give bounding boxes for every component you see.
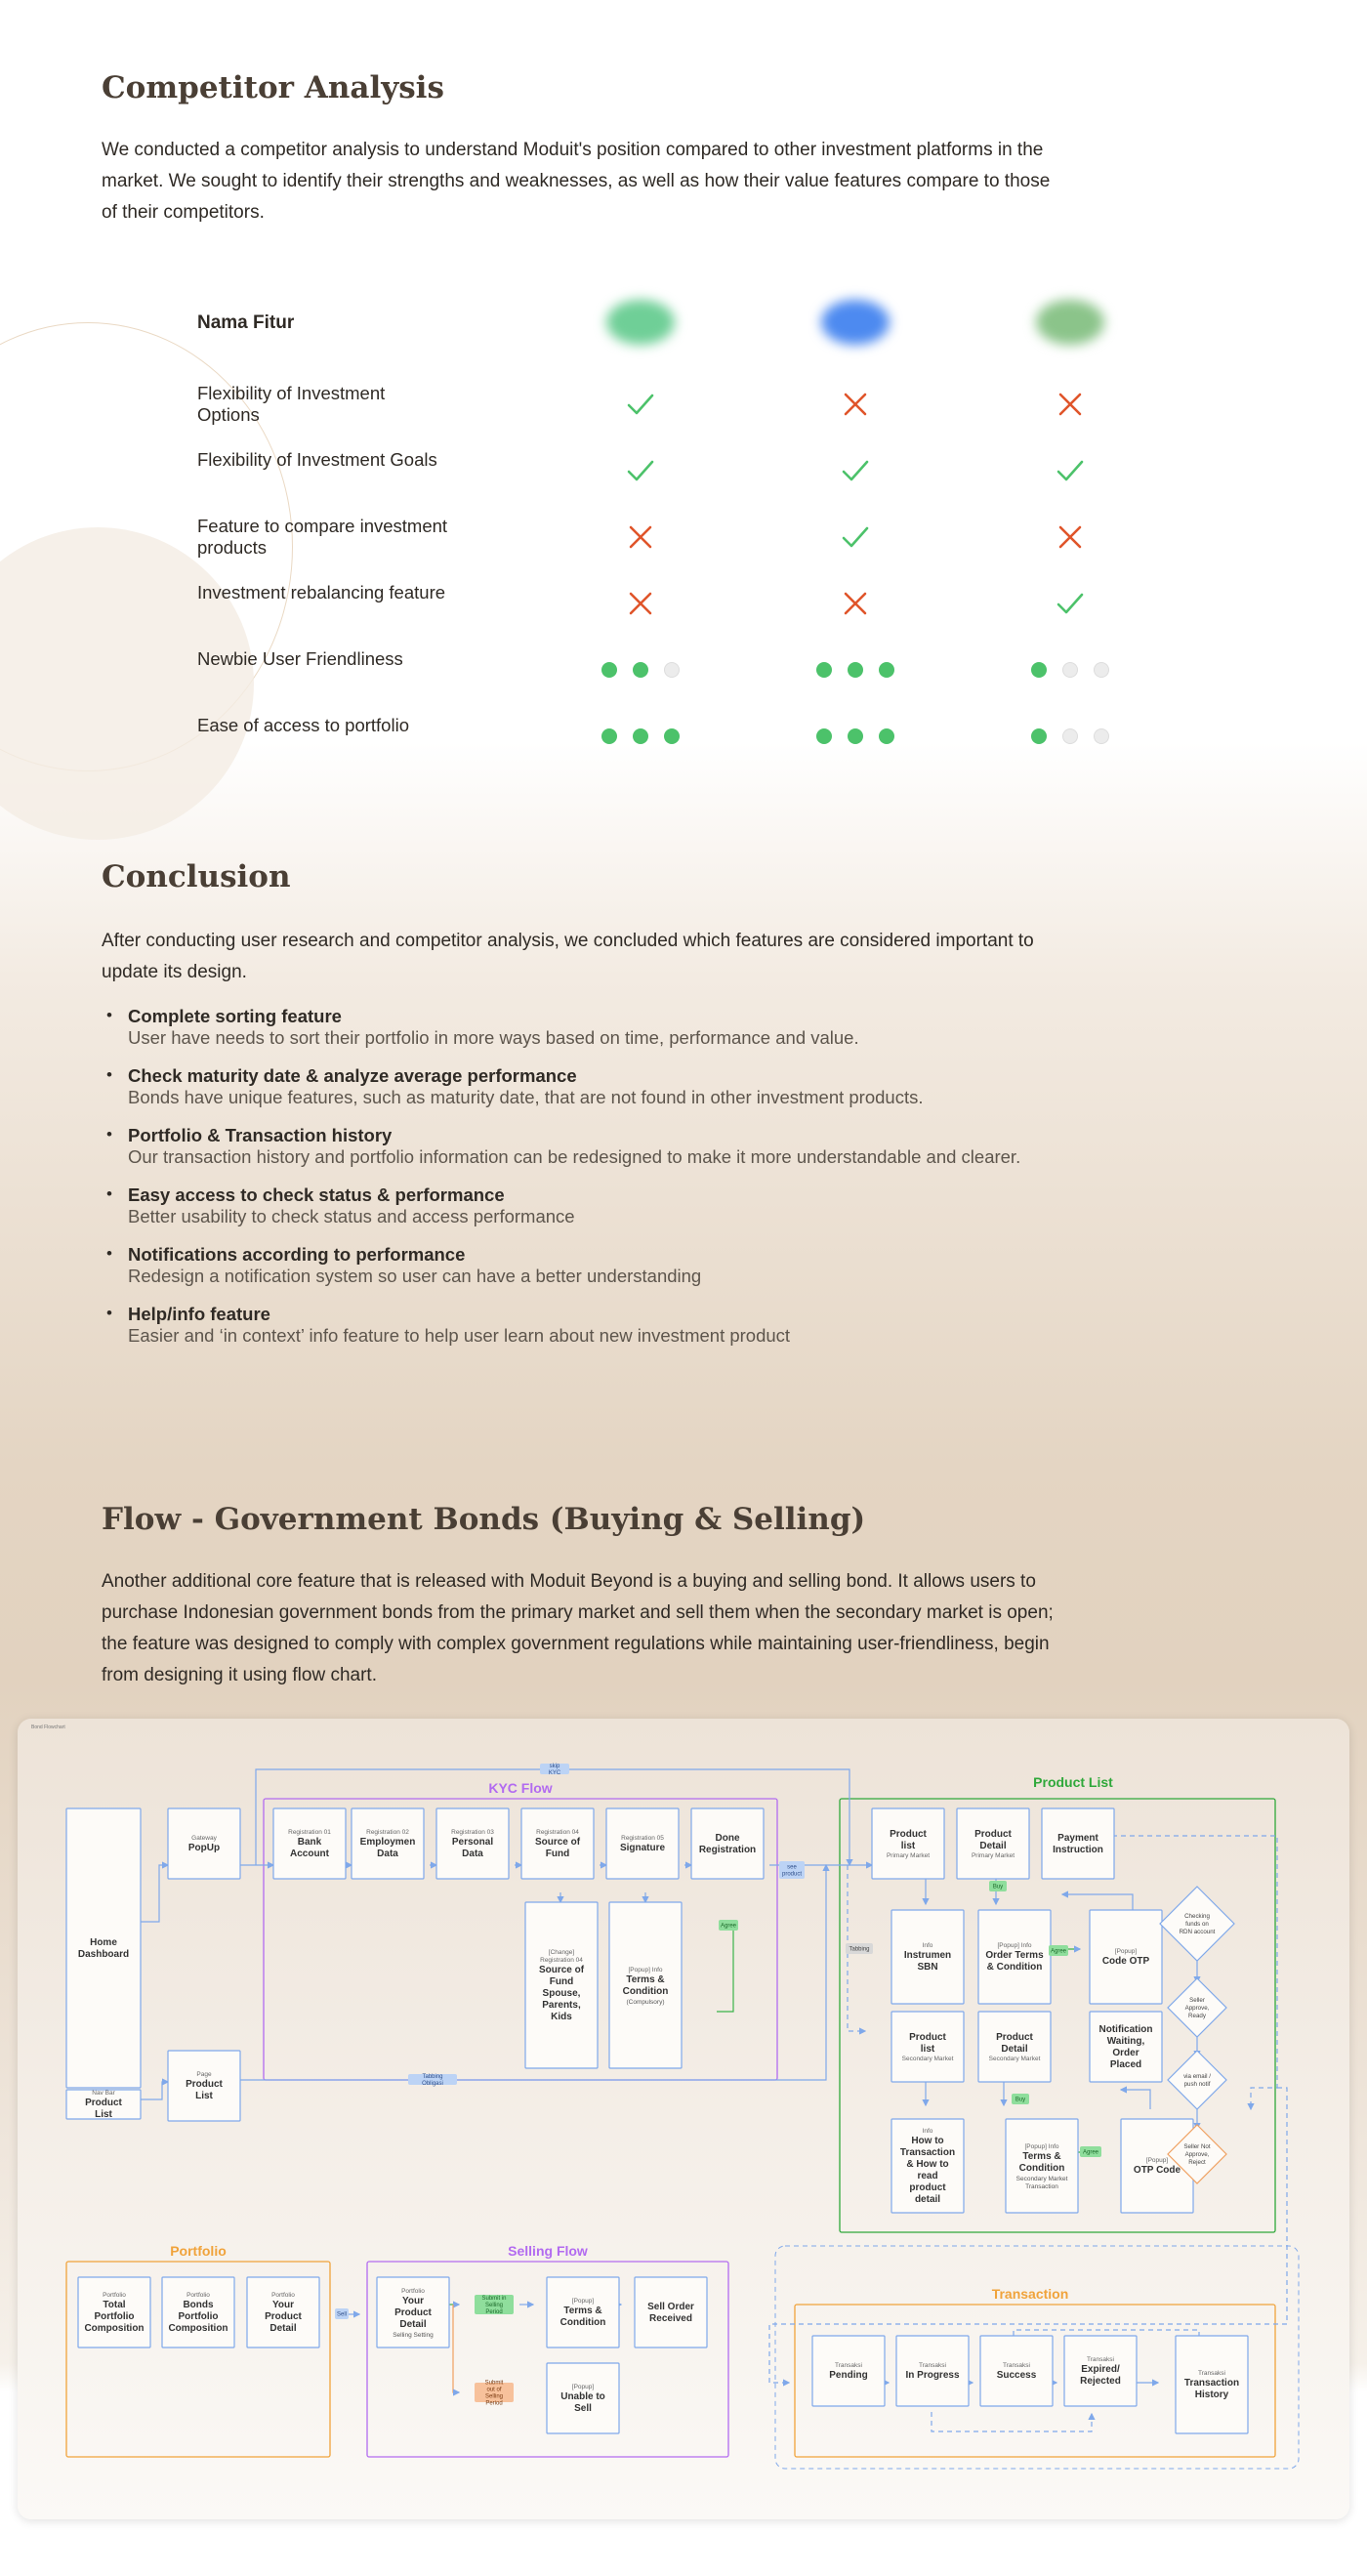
node-label: Terms & bbox=[1022, 2151, 1061, 2162]
node-label: In Progress bbox=[905, 2370, 960, 2381]
node-label: Condition bbox=[1018, 2163, 1065, 2174]
list-item bbox=[102, 1065, 1058, 1108]
node-label: Composition bbox=[84, 2323, 145, 2334]
item-title: • Notifications according to performance bbox=[128, 1244, 466, 1265]
tag-agree bbox=[1049, 1945, 1068, 1956]
node-label: Instrumen bbox=[903, 1950, 952, 1961]
group-label-transaction: Transaction bbox=[991, 2286, 1069, 2302]
tag-tabbing bbox=[846, 1943, 873, 1954]
node-box bbox=[635, 2277, 707, 2347]
node-sublabel: Primary Market bbox=[971, 1852, 1015, 1859]
tag-skip-kyc bbox=[540, 1764, 569, 1776]
cross-icon bbox=[1012, 518, 1129, 557]
group-label-portfolio: Portfolio bbox=[170, 2243, 227, 2259]
rating-dot-filled bbox=[816, 728, 832, 744]
node-label: Expired/ bbox=[1081, 2364, 1120, 2375]
node-label: Order Terms bbox=[985, 1950, 1044, 1961]
node-sublabel: Portfolio bbox=[103, 2292, 126, 2299]
node-label: PopUp bbox=[187, 1843, 221, 1853]
node-label: Spouse, bbox=[542, 1988, 581, 1999]
decision-label: Seller bbox=[1189, 1997, 1205, 2004]
group-label-product-list: Product List bbox=[1033, 1774, 1113, 1790]
node-sublabel: Info bbox=[922, 2128, 933, 2135]
decision-label: Checking bbox=[1184, 1913, 1210, 1920]
item-description: User have needs to sort their portfolio in more ways based on time, performance and value. bbox=[128, 1027, 859, 1048]
feature-name: Feature to compare investment products bbox=[197, 516, 448, 558]
rating-dot-filled bbox=[848, 728, 863, 744]
node-label: Source of bbox=[534, 1837, 581, 1848]
feature-column-header: Nama Fitur bbox=[197, 312, 295, 333]
moduit-logo-icon bbox=[606, 300, 675, 345]
node-label: Employmen bbox=[359, 1837, 416, 1848]
node-sublabel: [Popup] Info bbox=[628, 1967, 663, 1974]
flow-connector bbox=[1121, 2090, 1150, 2109]
flow-title: Flow - Government Bonds (Buying & Selling) bbox=[102, 1502, 866, 1537]
competitor-c-logo-icon bbox=[1036, 300, 1104, 345]
group-label-kyc: KYC Flow bbox=[488, 1780, 553, 1796]
item-description: Better usability to check status and access performance bbox=[128, 1206, 575, 1226]
item-title: • Easy access to check status & performance bbox=[128, 1184, 505, 1205]
check-icon bbox=[797, 518, 914, 557]
decision-label: Approve, bbox=[1184, 2151, 1210, 2158]
flow-connector bbox=[453, 2305, 459, 2392]
node-label: SBN bbox=[917, 1962, 938, 1973]
flow-node-reg2 bbox=[352, 1808, 424, 1879]
node-label: Bank bbox=[297, 1837, 322, 1848]
node-label: read bbox=[917, 2171, 938, 2181]
node-sublabel: Portfolio bbox=[271, 2292, 295, 2299]
node-sublabel: [Popup] bbox=[1145, 2157, 1169, 2164]
decision-label: Approve, bbox=[1184, 2005, 1210, 2012]
flow-node-reg1 bbox=[273, 1808, 346, 1879]
node-sublabel: Transaksi bbox=[919, 2362, 946, 2369]
node-label: Source of bbox=[538, 1965, 585, 1975]
competitor-logo-2 bbox=[797, 303, 914, 342]
flow-node-reg5 bbox=[606, 1808, 679, 1879]
flow-node-pd-primary bbox=[957, 1808, 1029, 1879]
flow-node-pf-detail bbox=[247, 2277, 319, 2347]
node-label: Signature bbox=[619, 1843, 666, 1853]
node-label: Product bbox=[974, 1829, 1012, 1840]
node-label: Pending bbox=[829, 2370, 868, 2381]
node-sublabel: Transaksi bbox=[835, 2362, 862, 2369]
tag-label: Agree bbox=[1082, 2149, 1099, 2156]
competitor-intro: We conducted a competitor analysis to understand Moduit's position compared to other investment platforms in the market. We sought to identify their strengths and weaknesses, as well as how their value features compare to those of their competitors. bbox=[102, 140, 1051, 223]
decision-label: Ready bbox=[1188, 2013, 1206, 2019]
node-label: Sell bbox=[574, 2403, 592, 2414]
rating-dot-filled bbox=[601, 728, 617, 744]
node-label: How to bbox=[911, 2136, 944, 2146]
decision-label: RDN account bbox=[1179, 1929, 1216, 1935]
conclusion-intro: After conducting user research and competitor analysis, we concluded which features are considered important to update its design. bbox=[102, 931, 1034, 982]
flow-node-sell-detail bbox=[377, 2277, 449, 2347]
tag-tabbing-obligasi bbox=[408, 2074, 457, 2087]
decision-label: push notif bbox=[1183, 2081, 1211, 2088]
node-label: Transaction bbox=[899, 2147, 956, 2158]
decision-d-email bbox=[1168, 2051, 1226, 2109]
tag-label: Tabbing bbox=[849, 1946, 870, 1953]
rating-dot-empty bbox=[664, 662, 680, 678]
conclusion-list bbox=[102, 1006, 1058, 1363]
item-description: Our transaction history and portfolio information can be redesigned to make it more understandable and clearer. bbox=[128, 1146, 1021, 1167]
node-sublabel: Registration 02 bbox=[366, 1829, 409, 1836]
tag-sell bbox=[335, 2308, 349, 2319]
item-description: Redesign a notification system so user can have a better understanding bbox=[128, 1266, 702, 1286]
rating-dot-filled bbox=[1031, 728, 1047, 744]
flow-node-tx-progress bbox=[896, 2336, 969, 2406]
item-title: • Check maturity date & analyze average performance bbox=[128, 1065, 577, 1086]
node-sublabel: [Popup] Info bbox=[1024, 2143, 1059, 2150]
tag-label: see bbox=[787, 1864, 797, 1871]
feature-name: Ease of access to portfolio bbox=[197, 715, 409, 735]
flow-node-home bbox=[66, 1808, 141, 2088]
tag-label: Submit in bbox=[481, 2296, 507, 2302]
tag-label: Agree bbox=[1050, 1948, 1067, 1955]
node-label: Kids bbox=[551, 2012, 572, 2022]
node-sublabel: [Change] bbox=[548, 1949, 575, 1956]
node-label: Portfolio bbox=[94, 2311, 135, 2322]
node-sublabel: [Popup] bbox=[571, 2298, 595, 2305]
rating-dot-filled bbox=[848, 662, 863, 678]
item-description: Easier and ‘in context’ info feature to help user learn about new investment product bbox=[128, 1325, 791, 1346]
node-sublabel: Registration 05 bbox=[621, 1835, 664, 1842]
table-row bbox=[197, 582, 1135, 641]
flow-node-info-how bbox=[891, 2119, 964, 2213]
rating-dots bbox=[797, 717, 914, 756]
node-label: Terms & bbox=[626, 1974, 665, 1985]
node-label: Data bbox=[462, 1849, 483, 1859]
tag-label: KYC bbox=[548, 1770, 561, 1776]
node-label: Product bbox=[394, 2307, 432, 2318]
item-title: • Help/info feature bbox=[128, 1304, 270, 1324]
flowchart-panel bbox=[18, 1719, 1349, 2519]
node-label: Product bbox=[890, 1829, 927, 1840]
tag-label: Selling bbox=[484, 2303, 504, 2308]
list-item bbox=[102, 1006, 1058, 1049]
node-label: product bbox=[909, 2182, 946, 2193]
flow-node-pf-bonds bbox=[162, 2277, 234, 2347]
flow-node-sell-unable bbox=[547, 2363, 619, 2433]
table-row bbox=[197, 516, 1135, 574]
check-icon bbox=[797, 451, 914, 490]
rating-dot-empty bbox=[1094, 728, 1109, 744]
flow-node-reg4 bbox=[521, 1808, 594, 1879]
node-sublabel: Info bbox=[922, 1942, 933, 1949]
item-title: • Complete sorting feature bbox=[128, 1006, 342, 1026]
cross-icon bbox=[582, 584, 699, 623]
node-label: Order bbox=[1112, 2048, 1139, 2058]
competitor-b-logo-icon bbox=[821, 300, 890, 345]
node-label: Detail bbox=[269, 2323, 297, 2334]
tag-label: Buy bbox=[1015, 2097, 1026, 2103]
node-label: Dashboard bbox=[77, 1949, 130, 1960]
flow-connector bbox=[141, 2082, 168, 2099]
node-sublabel: Secondary Market bbox=[988, 2056, 1041, 2062]
rating-dot-filled bbox=[879, 662, 894, 678]
node-sublabel: Registration 04 bbox=[540, 1957, 583, 1964]
decision-d-checking bbox=[1160, 1887, 1234, 1961]
node-sublabel: Registration 04 bbox=[536, 1829, 579, 1836]
flow-node-navbar bbox=[66, 2090, 141, 2120]
rating-dot-filled bbox=[879, 728, 894, 744]
conclusion-title: Conclusion bbox=[102, 859, 291, 894]
list-item bbox=[102, 1244, 1058, 1287]
tag-label: Obligasi bbox=[422, 2081, 443, 2087]
node-sublabel: Portfolio bbox=[401, 2288, 425, 2295]
tag-label: Buy bbox=[992, 1884, 1004, 1890]
flow-node-payment bbox=[1042, 1808, 1114, 1879]
check-icon bbox=[582, 451, 699, 490]
tag-label: product bbox=[781, 1871, 803, 1878]
cross-icon bbox=[582, 518, 699, 557]
flow-node-tx-success bbox=[980, 2336, 1053, 2406]
node-label: Fund bbox=[545, 1849, 570, 1859]
rating-dot-filled bbox=[664, 728, 680, 744]
tag-label: skip bbox=[549, 1764, 560, 1769]
node-label: Instruction bbox=[1053, 1845, 1103, 1855]
node-sublabel: [Popup] bbox=[571, 2384, 595, 2390]
rating-dot-filled bbox=[633, 728, 648, 744]
node-label: Received bbox=[649, 2313, 692, 2324]
node-box bbox=[66, 1808, 141, 2088]
node-label: Fund bbox=[549, 1976, 574, 1987]
flow-node-page-pl bbox=[168, 2051, 240, 2121]
rating-dots bbox=[582, 717, 699, 756]
node-label: Registration bbox=[698, 1845, 757, 1855]
node-label: detail bbox=[914, 2194, 941, 2205]
flow-node-order-terms bbox=[978, 1910, 1051, 2004]
flow-connector bbox=[141, 1865, 168, 1922]
node-label: Condition bbox=[559, 2317, 606, 2328]
table-row bbox=[197, 449, 1135, 508]
node-sublabel: Primary Market bbox=[886, 1852, 931, 1859]
node-box bbox=[1090, 2012, 1162, 2082]
item-title: • Portfolio & Transaction history bbox=[128, 1125, 393, 1145]
node-label: Code OTP bbox=[1101, 1956, 1150, 1967]
node-label: Account bbox=[290, 1849, 329, 1859]
tag-label: Period bbox=[485, 2309, 503, 2315]
node-label: Condition bbox=[622, 1986, 669, 1997]
flow-node-tx-expired bbox=[1064, 2336, 1137, 2406]
table-row bbox=[197, 715, 1135, 773]
node-label: Product bbox=[909, 2032, 946, 2043]
node-label: Portfolio bbox=[178, 2311, 219, 2322]
flow-node-sell-terms bbox=[547, 2277, 619, 2347]
tag-label: Selling bbox=[484, 2393, 504, 2400]
decision-label: Reject bbox=[1188, 2159, 1206, 2166]
canvas-label: Bond Flowchart bbox=[31, 1724, 65, 1730]
node-label: Transaction bbox=[1183, 2378, 1240, 2389]
cross-icon bbox=[797, 385, 914, 424]
node-label: & Condition bbox=[986, 1962, 1043, 1973]
tag-agree bbox=[1080, 2146, 1101, 2157]
list-item bbox=[102, 1184, 1058, 1227]
flow-intro: Another additional core feature that is released with Moduit Beyond is a buying and selling bond. It allows users to purchase Indonesian government bonds from the primary market and sell them when the secondary market is open; the feature was designed to comply with complex government regulations while maintaining user-friendliness, begin from designing it using flow chart. bbox=[102, 1571, 1054, 1685]
node-note: Selling Setting bbox=[393, 2332, 434, 2339]
tag-label: Agree bbox=[720, 1923, 737, 1930]
rating-dot-filled bbox=[633, 662, 648, 678]
list-item bbox=[102, 1304, 1058, 1347]
flow-node-done bbox=[691, 1808, 764, 1879]
node-label: Bonds bbox=[183, 2300, 214, 2310]
rating-dot-empty bbox=[1062, 728, 1078, 744]
node-label: List bbox=[195, 2091, 213, 2101]
list-item bbox=[102, 1125, 1058, 1168]
rating-dot-filled bbox=[816, 662, 832, 678]
node-label: Composition bbox=[168, 2323, 228, 2334]
node-label: Terms & bbox=[563, 2306, 602, 2316]
node-label: OTP Code bbox=[1133, 2165, 1181, 2176]
tag-submit-in bbox=[475, 2295, 514, 2315]
rating-dot-filled bbox=[1031, 662, 1047, 678]
node-label: Personal bbox=[451, 1837, 494, 1848]
decision-shape bbox=[1168, 2051, 1226, 2109]
check-icon bbox=[1012, 584, 1129, 623]
rating-dot-empty bbox=[1094, 662, 1109, 678]
node-label: Data bbox=[377, 1849, 398, 1859]
node-label: Unable to bbox=[560, 2391, 605, 2402]
table-row bbox=[197, 383, 1135, 441]
node-label: Success bbox=[996, 2370, 1037, 2381]
tag-label: Period bbox=[485, 2400, 503, 2407]
flow-node-info-sbn bbox=[891, 1910, 964, 2004]
flow-node-sof bbox=[525, 1902, 598, 2068]
flow-node-notif bbox=[1090, 2012, 1162, 2082]
competitor-logo-1 bbox=[582, 303, 699, 342]
flow-node-code-otp bbox=[1090, 1910, 1162, 2004]
cross-icon bbox=[797, 584, 914, 623]
feature-name: Newbie User Friendliness bbox=[197, 648, 403, 669]
node-box bbox=[609, 1902, 682, 2068]
node-note: Transaction bbox=[1025, 2183, 1058, 2190]
node-label: List bbox=[95, 2109, 112, 2120]
node-label: list bbox=[920, 2044, 935, 2055]
node-label: Your bbox=[401, 2296, 425, 2306]
flow-node-popup bbox=[168, 1808, 240, 1879]
feature-name: Flexibility of Investment Options bbox=[197, 383, 386, 425]
competitor-logo-3 bbox=[1012, 303, 1129, 342]
cross-icon bbox=[1012, 385, 1129, 424]
decision-label: funds on bbox=[1185, 1921, 1209, 1928]
tag-buy bbox=[989, 1881, 1007, 1891]
flow-node-sell-received bbox=[635, 2277, 707, 2347]
flow-node-tx-history bbox=[1176, 2336, 1248, 2433]
node-label: Sell Order bbox=[647, 2302, 694, 2312]
feature-name: Investment rebalancing feature bbox=[197, 582, 446, 602]
node-label: Waiting, bbox=[1106, 2036, 1145, 2047]
node-label: Home bbox=[90, 1937, 117, 1948]
node-label: Notification bbox=[1098, 2024, 1153, 2035]
flow-node-pl-secondary bbox=[891, 2012, 964, 2082]
node-label: & How to bbox=[906, 2159, 949, 2170]
flow-node-pf-total bbox=[78, 2277, 150, 2347]
node-label: Your bbox=[271, 2300, 295, 2310]
rating-dot-filled bbox=[601, 662, 617, 678]
node-note: (Compulsory) bbox=[626, 1999, 665, 2006]
check-icon bbox=[582, 385, 699, 424]
node-sublabel: [Popup] bbox=[1114, 1948, 1138, 1955]
node-label: Product bbox=[265, 2311, 302, 2322]
node-label: Placed bbox=[1109, 2059, 1142, 2070]
node-label: list bbox=[900, 1841, 916, 1851]
node-sublabel: Transaksi bbox=[1198, 2370, 1225, 2377]
flow-node-terms-secondary bbox=[1006, 2119, 1078, 2213]
tag-see-product bbox=[779, 1861, 805, 1879]
table-row bbox=[197, 648, 1135, 707]
tag-buy bbox=[1012, 2094, 1029, 2104]
node-label: Detail bbox=[399, 2319, 427, 2330]
node-box bbox=[1042, 1808, 1114, 1879]
node-label: Parents, bbox=[542, 2000, 581, 2011]
node-sublabel: [Popup] Info bbox=[997, 1942, 1032, 1949]
node-label: Payment bbox=[1057, 1833, 1098, 1844]
node-sublabel: Gateway bbox=[191, 1835, 217, 1842]
tag-label: out of bbox=[486, 2387, 502, 2393]
decision-label: Seller Not bbox=[1183, 2143, 1211, 2150]
node-label: Detail bbox=[1001, 2044, 1028, 2055]
node-label: Done bbox=[715, 1833, 740, 1844]
flow-node-reg3 bbox=[436, 1808, 509, 1879]
node-label: Detail bbox=[979, 1841, 1007, 1851]
tag-submit-out bbox=[475, 2381, 514, 2407]
flow-connector bbox=[932, 2412, 1092, 2431]
node-sublabel: Nav Bar bbox=[92, 2090, 115, 2097]
tag-label: Submit bbox=[484, 2380, 504, 2387]
node-label: Product bbox=[996, 2032, 1033, 2043]
node-sublabel: Transaksi bbox=[1087, 2356, 1114, 2363]
node-label: Product bbox=[186, 2079, 223, 2090]
tag-label: Sell bbox=[336, 2311, 348, 2318]
rating-dots bbox=[1012, 717, 1129, 756]
flowchart-canvas bbox=[18, 1719, 1349, 2519]
node-sublabel: Registration 01 bbox=[288, 1829, 331, 1836]
rating-dots bbox=[582, 650, 699, 689]
flow-node-pd-secondary bbox=[978, 2012, 1051, 2082]
decision-label: via email / bbox=[1183, 2073, 1211, 2080]
rating-dots bbox=[1012, 650, 1129, 689]
competitor-title: Competitor Analysis bbox=[102, 70, 444, 105]
check-icon bbox=[1012, 451, 1129, 490]
node-sublabel: Portfolio bbox=[186, 2292, 210, 2299]
node-box bbox=[691, 1808, 764, 1879]
group-label-selling: Selling Flow bbox=[508, 2243, 588, 2259]
tag-label: Tabbing bbox=[422, 2074, 443, 2080]
rating-dot-empty bbox=[1062, 662, 1078, 678]
feature-name: Flexibility of Investment Goals bbox=[197, 449, 437, 470]
node-label: Total bbox=[103, 2300, 126, 2310]
node-sublabel: Secondary Market bbox=[901, 2056, 954, 2062]
item-description: Bonds have unique features, such as maturity date, that are not found in other investment products. bbox=[128, 1087, 924, 1107]
node-label: Rejected bbox=[1080, 2376, 1121, 2387]
rating-dots bbox=[797, 650, 914, 689]
flow-node-pl-primary bbox=[872, 1808, 944, 1879]
flow-connector bbox=[717, 1924, 733, 2012]
node-sublabel: Page bbox=[196, 2071, 212, 2078]
node-sublabel: Transaksi bbox=[1003, 2362, 1030, 2369]
node-sublabel: Registration 03 bbox=[451, 1829, 494, 1836]
decision-d-approve bbox=[1168, 1978, 1226, 2037]
flow-node-terms-kyc bbox=[609, 1902, 682, 2068]
node-label: Product bbox=[85, 2098, 122, 2108]
tag-agree bbox=[719, 1920, 738, 1931]
flow-node-tx-pending bbox=[812, 2336, 885, 2406]
table-header-row bbox=[197, 293, 1135, 352]
node-label: History bbox=[1194, 2389, 1229, 2400]
node-note: Secondary Market bbox=[1015, 2176, 1068, 2182]
